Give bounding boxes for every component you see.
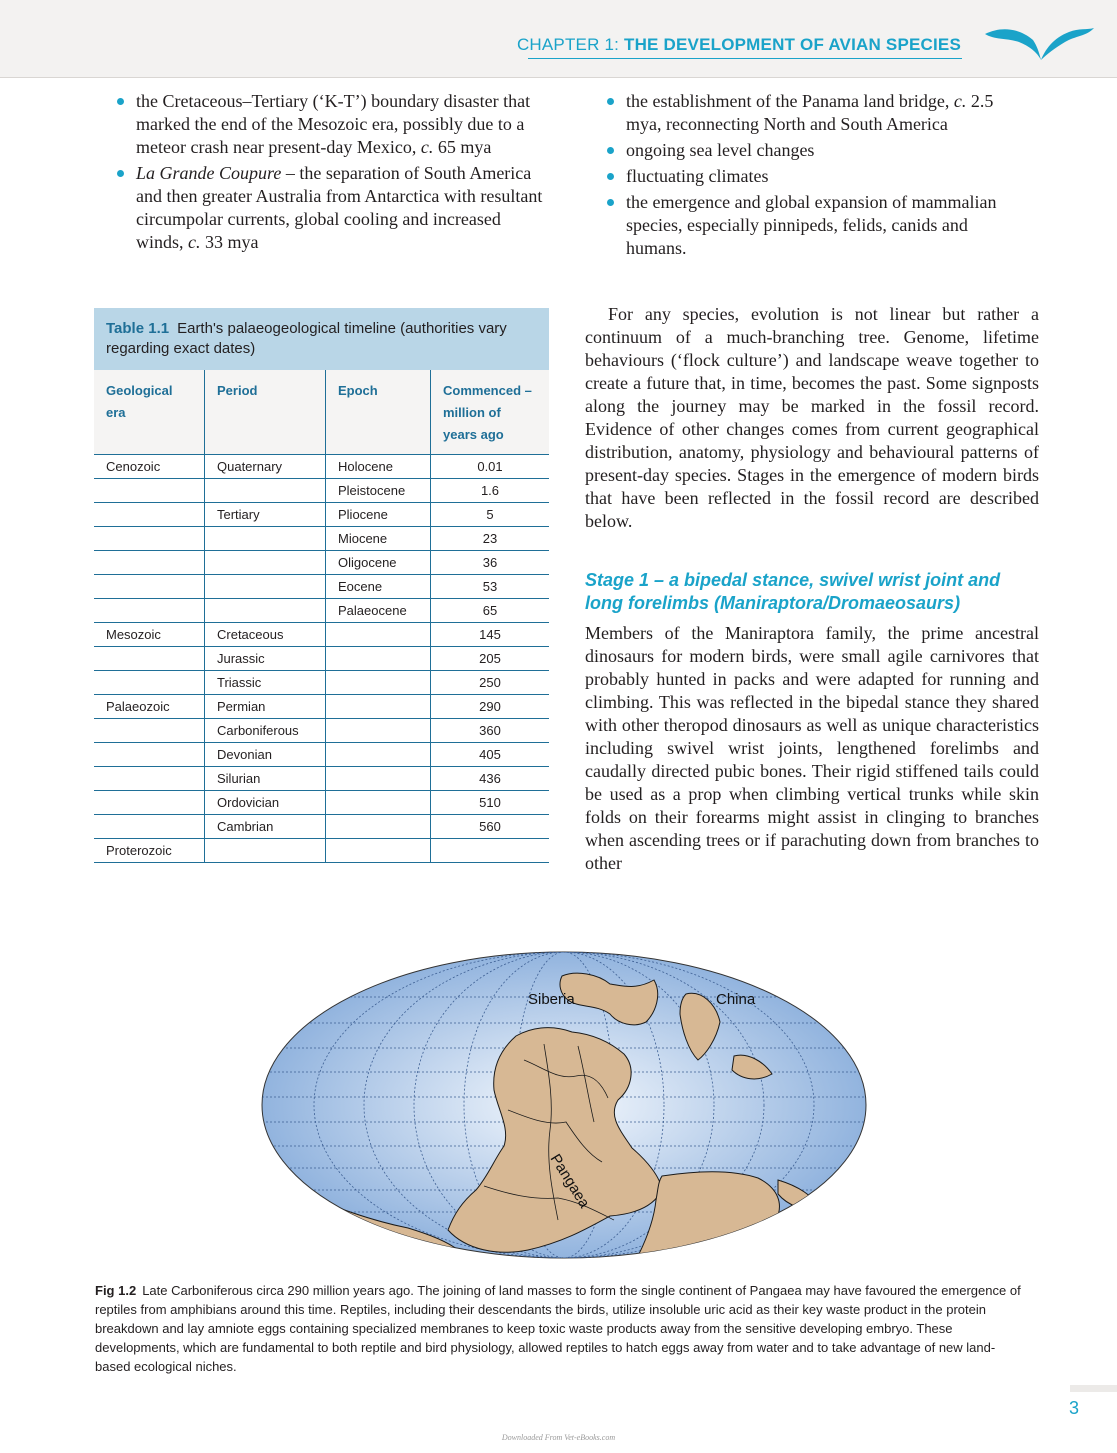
timeline-table-box — [94, 308, 549, 863]
table-cell: 290 — [431, 695, 550, 719]
table-cell — [326, 719, 431, 743]
table-cell: Silurian — [205, 767, 326, 791]
table-cell: 65 — [431, 599, 550, 623]
table-cell: Cambrian — [205, 815, 326, 839]
table-cell — [205, 479, 326, 503]
table-cell: Ordovician — [205, 791, 326, 815]
table-row — [94, 695, 549, 719]
table-cell — [205, 527, 326, 551]
timeline-table — [94, 370, 549, 863]
table-cell — [326, 743, 431, 767]
figure-number: Fig 1.2 — [95, 1283, 137, 1298]
map-graphic — [258, 950, 870, 1262]
list-item: the establishment of the Panama land bridge, c. 2.5 mya, reconnecting North and South America — [607, 90, 1027, 136]
table-cell: 1.6 — [431, 479, 550, 503]
table-cell — [326, 839, 431, 863]
bullet-list-right — [607, 90, 1027, 263]
table-cell: Cenozoic — [94, 455, 205, 479]
table-cell: Devonian — [205, 743, 326, 767]
stage1-heading: Stage 1 – a bipedal stance, swivel wrist joint and long forelimbs (Maniraptora/Dromaeosaurs) — [585, 570, 1001, 613]
table-cell: Cretaceous — [205, 623, 326, 647]
table-cell: 360 — [431, 719, 550, 743]
table-cell — [94, 503, 205, 527]
column-header: Epoch — [326, 370, 431, 455]
chapter-prefix: CHAPTER 1: — [516, 35, 624, 54]
table-cell: 23 — [431, 527, 550, 551]
table-cell: Pliocene — [326, 503, 431, 527]
table-row — [94, 527, 549, 551]
list-item: the emergence and global expansion of mammalian species, especially pinnipeds, felids, canids and humans. — [607, 191, 1027, 260]
table-cell: 0.01 — [431, 455, 550, 479]
table-cell — [94, 767, 205, 791]
table-cell — [205, 551, 326, 575]
watermark: Downloaded From Vet-eBooks.com — [501, 1433, 616, 1442]
bullet-list-left — [117, 90, 545, 257]
column-header: Geological era — [94, 370, 205, 455]
list-item: the Cretaceous–Tertiary (‘K-T’) boundary disaster that marked the end of the Mesozoic era, possibly due to a meteor crash near present-day Mexico, c. 65 mya — [117, 90, 545, 159]
evolution-paragraph: For any species, evolution is not linear but rather a continuum of a much-branching tree. Genome, lifetime behaviours (‘flock culture’) and landscape weave together to create a future that, in time, becomes the past. Some signposts along the journey may be marked in the fossil record. Evidence of other changes comes from current geographical distribution, anatomy, physiology and behavioural patterns of present-day species. Stages in the emergence of modern birds that have been reflected in the fossil record are described below. — [585, 304, 1039, 531]
page-tab — [1070, 1385, 1117, 1392]
china-label: China — [716, 991, 756, 1008]
table-cell — [94, 791, 205, 815]
table-cell — [94, 479, 205, 503]
table-body — [94, 455, 549, 863]
column-header: Period — [205, 370, 326, 455]
table-cell: Oligocene — [326, 551, 431, 575]
table-cell: Holocene — [326, 455, 431, 479]
table-cell — [205, 599, 326, 623]
table-cell — [431, 839, 550, 863]
table-cell: 560 — [431, 815, 550, 839]
table-cell — [94, 719, 205, 743]
list-item: La Grande Coupure – the separation of South America and then greater Australia from Antarctica with resultant circumpolar currents, global cooling and increased winds, c. 33 mya — [117, 162, 545, 254]
table-row — [94, 503, 549, 527]
table-cell — [94, 815, 205, 839]
table-cell: 36 — [431, 551, 550, 575]
table-cell: 250 — [431, 671, 550, 695]
table-number: Table 1.1 — [106, 320, 170, 337]
table-cell — [94, 575, 205, 599]
table-row — [94, 551, 549, 575]
table-cell: Tertiary — [205, 503, 326, 527]
table-cell: Carboniferous — [205, 719, 326, 743]
table-row — [94, 791, 549, 815]
table-caption — [94, 308, 549, 370]
table-cell: Triassic — [205, 671, 326, 695]
table-row — [94, 743, 549, 767]
table-row — [94, 839, 549, 863]
table-row — [94, 623, 549, 647]
table-cell — [326, 647, 431, 671]
table-cell: Permian — [205, 695, 326, 719]
table-cell — [94, 743, 205, 767]
page-number: 3 — [1069, 1398, 1080, 1418]
table-cell: Palaeozoic — [94, 695, 205, 719]
figure-caption-text: Late Carboniferous circa 290 million years ago. The joining of land masses to form the single continent of Pangaea may have favoured the emergence of reptiles from amphibians around this time. Reptiles, including their descendants the birds, utilize insoluble uric acid as their key waste product in the protein breakdown and lay amniote eggs containing specialized membranes to keep toxic waste products away from the sensitive developing embryo. These developments, which are fundamental to both reptile and bird physiology, allowed reptiles to hatch eggs away from water and to take advantage of new land-based ecological niches. — [95, 1283, 1021, 1374]
table-cell: Jurassic — [205, 647, 326, 671]
table-cell: Quaternary — [205, 455, 326, 479]
chapter-title — [517, 35, 961, 55]
table-row — [94, 599, 549, 623]
table-caption-text: Earth's palaeogeological timeline (authorities vary regarding exact dates) — [106, 320, 507, 357]
table-cell: 53 — [431, 575, 550, 599]
table-cell: 5 — [431, 503, 550, 527]
table-cell — [326, 815, 431, 839]
siberia-label: Siberia — [528, 991, 575, 1008]
chapter-rule — [528, 58, 962, 59]
figure-caption — [95, 1281, 1030, 1376]
table-cell: 405 — [431, 743, 550, 767]
table-cell — [205, 839, 326, 863]
table-cell — [94, 551, 205, 575]
table-cell: Eocene — [326, 575, 431, 599]
table-cell — [94, 527, 205, 551]
table-row — [94, 455, 549, 479]
table-cell — [326, 695, 431, 719]
bird-logo-icon — [983, 22, 1095, 62]
table-row — [94, 671, 549, 695]
table-cell — [205, 575, 326, 599]
stage1-paragraph: Members of the Maniraptora family, the prime ancestral dinosaurs for modern birds, were small agile carnivores that probably hunted in packs and were adapted for running and climbing. This was reflected in the bipedal stance they shared with other theropod dinosaurs as well as unique characteristics including swivel wrist joints, lengthened forelimbs and caudally directed pubic bones. Their rigid stiffened tails could be used as a prop when climbing vertical trunks while skin folds on their forearms might assist in clinging to branches when ascending trees or if parachuting down from branches to other — [585, 623, 1039, 873]
table-header-row — [94, 370, 549, 455]
column-header: Commenced – million of years ago — [431, 370, 550, 455]
table-cell: 510 — [431, 791, 550, 815]
table-cell: Pleistocene — [326, 479, 431, 503]
table-cell — [94, 599, 205, 623]
table-row — [94, 575, 549, 599]
table-row — [94, 815, 549, 839]
table-cell: 145 — [431, 623, 550, 647]
table-cell — [326, 767, 431, 791]
table-cell: 205 — [431, 647, 550, 671]
pangaea-label: Pangaea — [546, 1151, 593, 1212]
table-cell — [94, 671, 205, 695]
table-cell — [326, 671, 431, 695]
pangaea-map — [258, 950, 870, 1262]
table-row — [94, 767, 549, 791]
chapter-name: THE DEVELOPMENT OF AVIAN SPECIES — [624, 35, 961, 54]
table-cell — [326, 791, 431, 815]
table-row — [94, 479, 549, 503]
table-row — [94, 719, 549, 743]
table-cell: Proterozoic — [94, 839, 205, 863]
list-item: fluctuating climates — [607, 165, 1027, 188]
table-cell — [326, 623, 431, 647]
table-cell: Miocene — [326, 527, 431, 551]
table-cell: Palaeocene — [326, 599, 431, 623]
table-cell: 436 — [431, 767, 550, 791]
list-item: ongoing sea level changes — [607, 139, 1027, 162]
table-row — [94, 647, 549, 671]
landmass — [638, 1172, 779, 1256]
table-cell — [94, 647, 205, 671]
table-cell: Mesozoic — [94, 623, 205, 647]
